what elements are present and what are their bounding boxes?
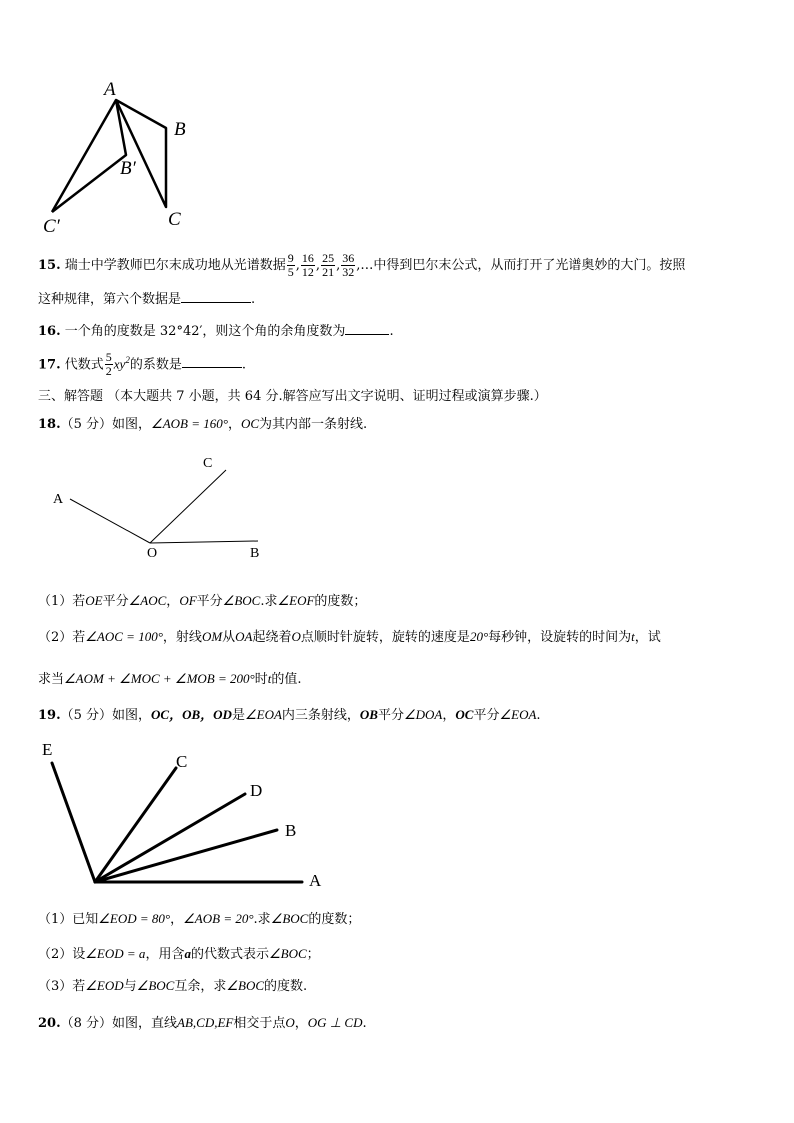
question-18: 18.（5 分）如图，∠AOB = 160°，OC为其内部一条射线. xyxy=(38,416,368,432)
q15-text-2: 中得到巴尔末公式，从而打开了光谱奥妙的大门。按照 xyxy=(373,258,686,273)
fig18-label-c: C xyxy=(203,456,213,471)
q17-expression: xy xyxy=(113,356,126,372)
q18-number: 18. xyxy=(38,417,61,432)
q18-score: （5 分） xyxy=(60,417,113,432)
fig14-label-b: B xyxy=(174,119,186,140)
question-19-part-3: （3）若∠EOD与∠BOC互余，求∠BOC的度数. xyxy=(38,978,308,994)
fig18-ray-oc xyxy=(150,470,226,543)
question-17: 17. 代数式 $\frac{5}{2}$ $xy^2$的系数是 . xyxy=(38,350,246,379)
figure-q18 xyxy=(40,455,300,565)
q16-text: 一个角的度数是 32°42′，则这个角的余角度数为 xyxy=(64,324,346,339)
q15-fraction-1: $\frac{9}{5}$ xyxy=(287,251,294,279)
fig19-label-c: C xyxy=(176,752,188,771)
fig18-label-b: B xyxy=(250,546,260,561)
q15-fraction-4: $\frac{36}{32}$ xyxy=(342,251,355,279)
q16-answer-blank[interactable] xyxy=(345,322,389,335)
q17-fraction: $\frac{5}{2}$ xyxy=(105,350,112,379)
question-16: 16. 一个角的度数是 32°42′，则这个角的余角度数为 . xyxy=(38,324,394,339)
q17-number: 17. xyxy=(38,357,61,373)
fig19-label-d: D xyxy=(250,781,263,800)
fig14-label-cprime: C′ xyxy=(43,216,60,237)
question-19-part-2: （2）设∠EOD = a，用含a的代数式表示∠BOC； xyxy=(38,946,320,962)
question-15-line-2: 这种规律，第六个数据是 . xyxy=(38,292,256,307)
q17-text-1: 代数式 xyxy=(64,357,104,373)
fig19-ray-oc xyxy=(95,768,176,882)
q20-number: 20. xyxy=(38,1016,61,1031)
section-3-heading: 三、解答题 （本大题共 7 小题，共 64 分.解答应写出文字说明、证明过程或演算步骤.） xyxy=(38,389,547,404)
q15-number: 15. xyxy=(38,258,61,273)
fig14-label-c: C xyxy=(168,209,181,230)
fig18-label-o: O xyxy=(147,546,158,561)
q15-ellipsis: ,… xyxy=(356,258,374,273)
question-18-part-1: （1）若OE平分∠AOC，OF平分∠BOC.求∠EOF的度数； xyxy=(38,593,367,609)
fig19-ray-ob xyxy=(95,830,277,882)
fig14-line-cp-a-b-c xyxy=(52,100,166,212)
q17-text-2: 的系数是 xyxy=(129,357,182,373)
q15-text-3: 这种规律，第六个数据是 xyxy=(38,292,182,307)
q15-text-1: 瑞士中学教师巴尔末成功地从光谱数据 xyxy=(64,258,286,273)
q19-score: （5 分） xyxy=(60,708,113,723)
fig19-ray-od xyxy=(95,794,245,882)
fig19-ray-oe xyxy=(52,763,95,882)
q15-answer-blank[interactable] xyxy=(181,290,251,303)
question-19: 19.（5 分）如图，OC，OB，OD是∠EOA内三条射线，OB平分∠DOA，OC平分∠EOA. xyxy=(38,707,541,723)
fig14-label-bprime: B′ xyxy=(120,158,136,179)
q20-score: （8 分） xyxy=(60,1016,113,1031)
q17-answer-blank[interactable] xyxy=(182,355,242,368)
fig18-ray-ob xyxy=(150,541,258,543)
fig18-label-a: A xyxy=(53,492,64,507)
fig19-label-a: A xyxy=(309,871,322,890)
fig18-ray-oa xyxy=(70,499,150,543)
q16-number: 16. xyxy=(38,324,61,339)
q15-fraction-3: $\frac{25}{21}$ xyxy=(322,251,335,279)
q19-number: 19. xyxy=(38,708,61,723)
q15-fraction-2: $\frac{16}{12}$ xyxy=(301,251,314,279)
fig14-label-a: A xyxy=(104,79,116,100)
fig14-line-a-bp-cp xyxy=(52,100,126,212)
question-18-part-2: （2）若∠AOC = 100°，射线OM从OA起绕着O点顺时针旋转，旋转的速度是20°每秒钟，设旋转的时间为t，试 xyxy=(38,629,661,645)
question-20: 20.（8 分）如图，直线AB,CD,EF相交于点O，OG ⊥ CD. xyxy=(38,1015,367,1031)
question-15: 15. 瑞士中学教师巴尔末成功地从光谱数据 $\frac{9}{5}$ , $\frac{16}{12}$ , $\frac{25}{21}$ , $\frac{36}{32}$ ,…中得到巴尔末公式，从而打开了光谱奥妙的大门。按照 xyxy=(38,251,686,279)
fig19-label-e: E xyxy=(42,740,53,759)
question-19-part-1: （1）已知∠EOD = 80°，∠AOB = 20°.求∠BOC的度数； xyxy=(38,911,361,927)
fig19-label-b: B xyxy=(285,821,297,840)
question-18-part-2-line-2: 求当∠AOM + ∠MOC + ∠MOB = 200°时t的值. xyxy=(38,671,302,687)
